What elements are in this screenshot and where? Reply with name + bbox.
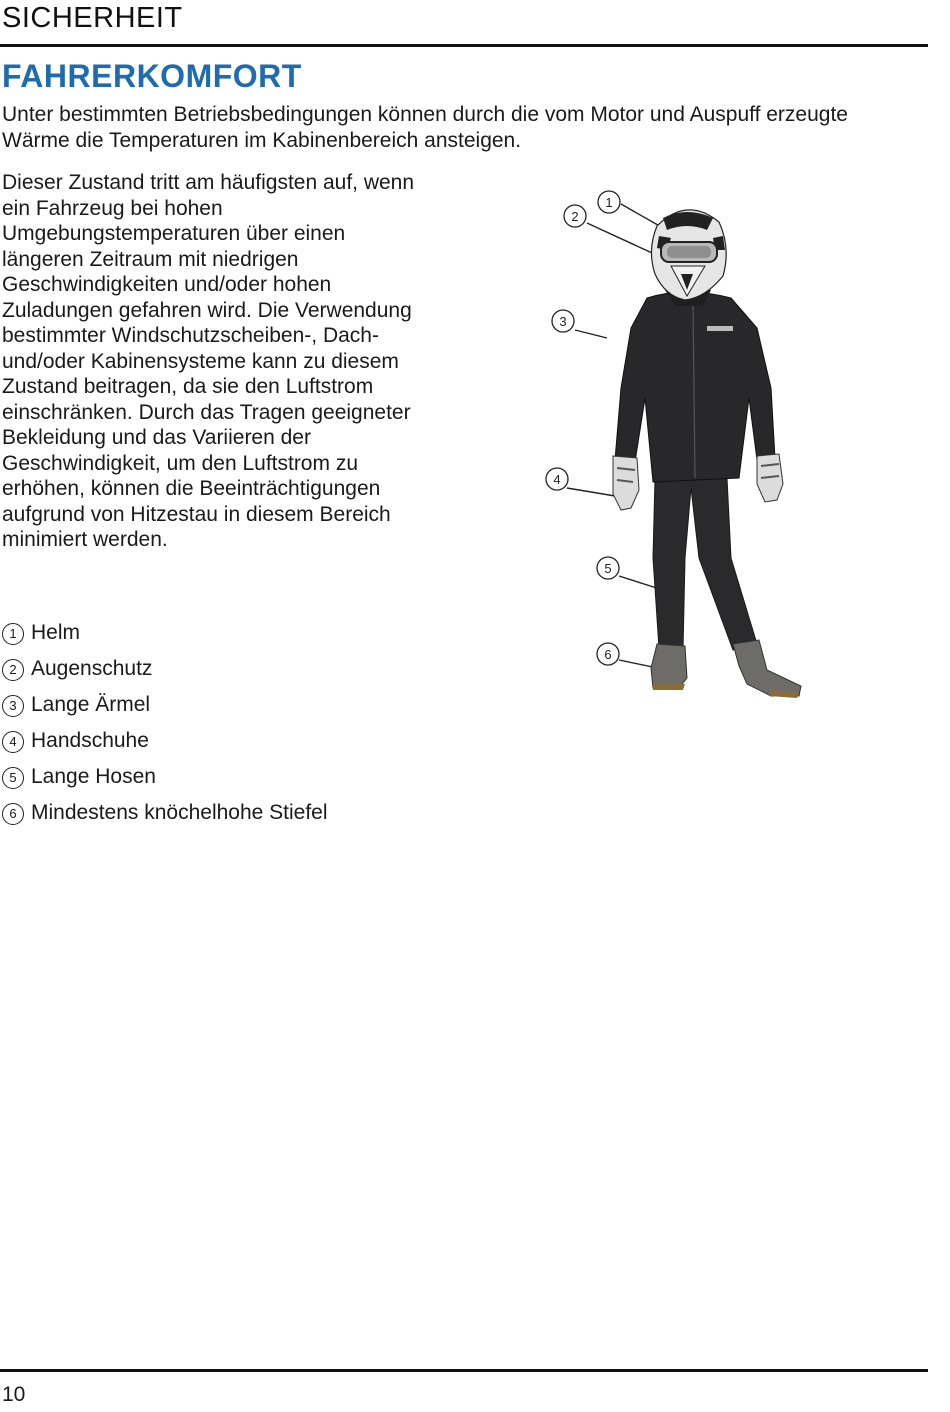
legend-label: Handschuhe: [31, 729, 149, 752]
left-boot: [651, 644, 687, 688]
pants: [653, 478, 757, 650]
page-number: 10: [2, 1383, 26, 1406]
legend-item-boots: [2, 800, 328, 836]
callout-number: 5: [2, 767, 24, 789]
callout-number: 3: [2, 695, 24, 717]
callout-label: 3: [559, 314, 567, 329]
legend-item-gloves: [2, 728, 328, 764]
jacket-logo: [707, 326, 733, 331]
callout-1: [598, 191, 620, 213]
callout-label: 2: [571, 209, 579, 224]
callout-label: 1: [605, 195, 613, 210]
callout-3: [552, 310, 574, 332]
callout-label: 4: [553, 472, 561, 487]
callout-2: [564, 205, 586, 227]
legend-item-long-pants: [2, 764, 328, 800]
callout-6: [597, 643, 619, 665]
header-divider: [0, 44, 928, 47]
left-glove: [613, 456, 639, 510]
intro-paragraph: Unter bestimmten Betriebsbedingungen können durch die vom Motor und Auspuff erzeugte Wärme die Temperaturen im Kabinenbereich ansteigen.: [2, 103, 848, 152]
gear-legend-list: [2, 620, 328, 836]
callout-5: [597, 557, 619, 579]
legend-item-eye-protection: [2, 656, 328, 692]
legend-item-long-sleeves: [2, 692, 328, 728]
callout-number: 2: [2, 659, 24, 681]
rider-figure: [613, 210, 801, 698]
section-header: SICHERHEIT: [2, 2, 183, 34]
callout-label: 6: [604, 647, 612, 662]
legend-label: Augenschutz: [31, 657, 153, 680]
legend-label: Mindestens knöchelhohe Stiefel: [31, 801, 328, 824]
callout-4: [546, 468, 568, 490]
callout-label: 5: [604, 561, 612, 576]
rider-gear-illustration: [535, 178, 835, 723]
callout-number: 4: [2, 731, 24, 753]
callout-number: 1: [2, 623, 24, 645]
callout-markers: [546, 191, 620, 665]
callout-number: 6: [2, 803, 24, 825]
legend-item-helmet: [2, 620, 328, 656]
legend-label: Lange Ärmel: [31, 693, 151, 716]
footer-divider: [0, 1369, 928, 1372]
legend-label: Helm: [31, 621, 81, 644]
body-paragraph: Dieser Zustand tritt am häufigsten auf, wenn ein Fahrzeug bei hohen Umgebungstemperaturen über einen längeren Zeitraum mit niedrigen Geschwindigkeiten und/oder hohen Zuladungen gefahren wird. Die Verwendung bestimmter Windschutzscheiben-, Dach- und/oder Kabinensysteme kann zu diesem Zustand beitragen, da sie den Luftstrom einschränken. Durch das Tragen geeigneter Bekleidung und das Variieren der Geschwindigkeit, um den Luftstrom zu erhöhen, können die Beeinträchtigungen aufgrund von Hitzestau in diesem Bereich minimiert werden.: [2, 171, 415, 551]
legend-label: Lange Hosen: [31, 765, 156, 788]
right-boot: [733, 640, 801, 696]
page-title: FAHRERKOMFORT: [2, 58, 302, 94]
